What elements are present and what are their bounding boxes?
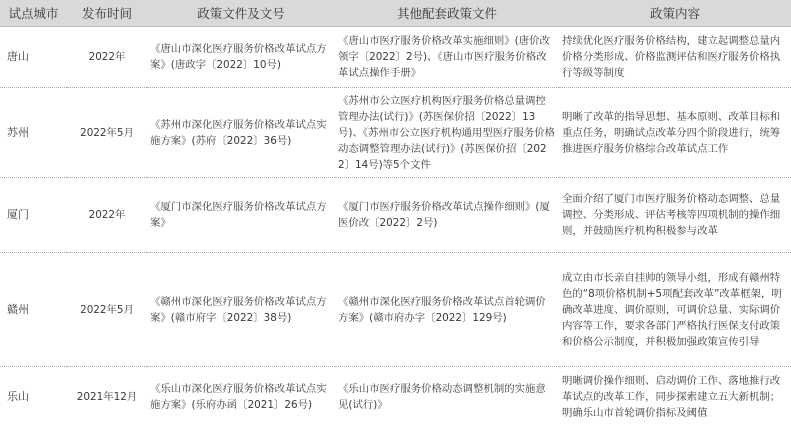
cell-city: 苏州 [0, 88, 67, 178]
table-row [0, 88, 791, 178]
cell-policy-content: 持续优化医疗服务价格结构，建立起调整总量内价格分类形成、价格监测评估和医疗服务价格执行等级等制度 [559, 27, 791, 88]
cell-date: 2022年5月 [67, 253, 147, 367]
cell-policy-content: 成立由市长亲自挂帅的领导小组，形成有赣州特色的“8项价格机制+5项配套改革”改革框架，明确改革进度、调价原则，可调价总量、实际调价内容等工作，要求各部门严格执行医保支付政策和价格公示制度，并积极加强政策宣传引导 [559, 253, 791, 367]
header-policy-content: 政策内容 [559, 0, 791, 27]
table-body [0, 27, 791, 427]
header-policy-document: 政策文件及文号 [147, 0, 335, 27]
cell-other-documents: 《唐山市医疗服务价格改革实施细则》(唐价改领字〔2022〕2号)、《唐山市医疗服务价格改革试点操作手册》 [335, 27, 559, 88]
table-row [0, 27, 791, 88]
cell-city: 乐山 [7, 389, 29, 403]
cell-other-documents: 《乐山市医疗服务价格动态调整机制的实施意见(试行)》 [338, 382, 546, 411]
cell-policy-content: 明晰调价操作细则、启动调价工作、落地推行改革试点的改革工作，同步探索建立五大新机制；明确乐山市首轮调价指标及阈值 [562, 374, 781, 419]
cell-policy-document: 《赣州市深化医疗服务价格改革试点方案》(赣市府字〔2022〕38号) [147, 253, 335, 367]
cell-policy-document: 《乐山市深化医疗服务价格改革试点实施方案》(乐府办函〔2021〕26号) [150, 382, 327, 411]
cell-policy-document: 《厦门市深化医疗服务价格改革试点方案》 [147, 178, 335, 253]
cell-date: 2022年 [67, 178, 147, 253]
header-other-documents: 其他配套政策文件 [335, 0, 559, 27]
cell-city: 赣州 [0, 253, 67, 367]
header-date: 发布时间 [67, 0, 147, 27]
table-row [0, 253, 791, 367]
table-header [0, 0, 791, 27]
table-row [0, 367, 791, 427]
cell-city: 厦门 [0, 178, 67, 253]
cell-policy-document: 《唐山市深化医疗服务价格改革试点方案》(唐政字〔2022〕10号) [147, 27, 335, 88]
cell-policy-content: 全面介绍了厦门市医疗服务价格动态调整、总量调控、分类形成、评估考核等四项机制的操作细则，并鼓励医疗机构积极参与改革 [559, 178, 791, 253]
cell-other-documents: 《苏州市公立医疗机构医疗服务价格总量调控管理办法(试行)》(苏医保价招〔2022〕13号)、《苏州市公立医疗机构通用型医疗服务价格动态调整管理办法(试行)》(苏医保价招〔2022〕14号)等5个文件 [335, 88, 559, 178]
cell-policy-content: 明晰了改革的指导思想、基本原则、改革目标和重点任务，明确试点改革分四个阶段进行，统筹推进医疗服务价格综合改革试点工作 [559, 88, 791, 178]
cell-date: 2022年5月 [67, 88, 147, 178]
header-row [0, 0, 791, 27]
cell-date: 2022年 [67, 27, 147, 88]
cell-policy-document: 《苏州市深化医疗服务价格改革试点实施方案》(苏府〔2022〕36号) [147, 88, 335, 178]
cell-city: 唐山 [0, 27, 67, 88]
cell-date: 2021年12月 [76, 390, 138, 403]
table-row [0, 178, 791, 253]
cell-other-documents: 《厦门市医疗服务价格改革试点操作细则》(厦医价改〔2022〕2号) [335, 178, 559, 253]
header-city: 试点城市 [0, 0, 67, 27]
cell-other-documents: 《赣州市深化医疗服务价格改革试点首轮调价方案》(赣市府办字〔2022〕129号) [335, 253, 559, 367]
